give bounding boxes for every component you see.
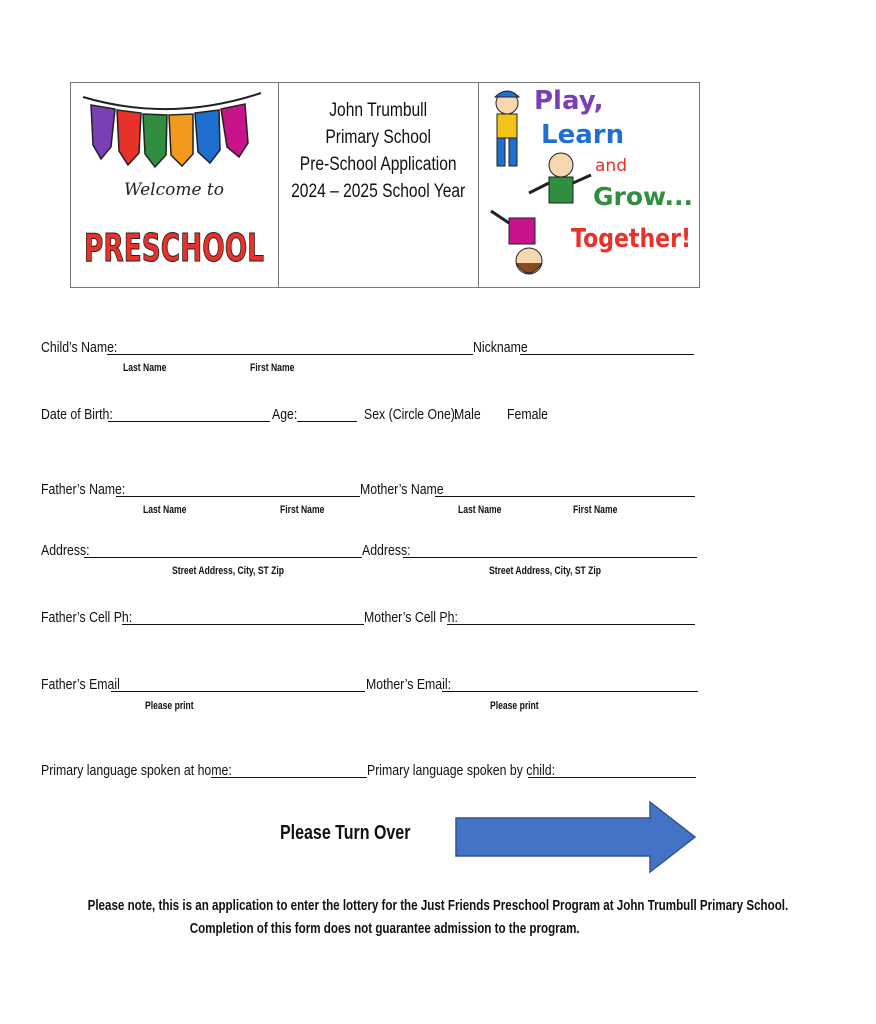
kids-illustration: [479, 83, 699, 287]
child-language-field[interactable]: [528, 777, 696, 778]
header-table: [70, 82, 700, 288]
please-turn-over-text: Please Turn Over: [280, 822, 411, 844]
home-language-label: Primary language spoken at home:: [41, 762, 232, 779]
dob-label: Date of Birth:: [41, 406, 113, 423]
father-first-name-hint: First Name: [280, 504, 325, 516]
nickname-label: Nickname: [473, 339, 528, 356]
pennant-banner-illustration: [71, 83, 277, 287]
home-language-field[interactable]: [211, 777, 367, 778]
mother-email-label: Mother’s Email:: [366, 676, 451, 693]
father-name-label: Father’s Name:: [41, 481, 126, 498]
mother-first-name-hint: First Name: [573, 504, 618, 516]
title-line-application: Pre-School Application: [300, 154, 457, 175]
together-word: Together!: [571, 224, 691, 254]
preschool-text: PRESCHOOL: [84, 226, 264, 270]
play-learn-grow-graphic: [479, 83, 699, 287]
mother-address-hint: Street Address, City, ST Zip: [489, 565, 602, 577]
father-cell-label: Father’s Cell Ph:: [41, 609, 133, 626]
mother-cell-field[interactable]: [447, 624, 695, 625]
father-email-hint: Please print: [145, 700, 194, 712]
and-word: and: [595, 156, 627, 176]
title-line-primary: Primary School: [325, 127, 432, 148]
mother-email-field[interactable]: [442, 691, 698, 692]
grow-word: Grow...: [593, 182, 694, 211]
nickname-field[interactable]: [520, 354, 694, 355]
right-arrow-icon: [454, 800, 698, 874]
school-title-cell: [279, 83, 479, 287]
learn-word: Learn: [541, 120, 625, 150]
mother-name-field[interactable]: [435, 496, 695, 497]
mother-address-field[interactable]: [403, 557, 697, 558]
father-address-hint: Street Address, City, ST Zip: [172, 565, 285, 577]
play-word: Play,: [534, 86, 604, 116]
mother-cell-label: Mother’s Cell Ph:: [364, 609, 458, 626]
age-label: Age:: [272, 406, 298, 423]
mother-email-hint: Please print: [490, 700, 539, 712]
welcome-text: Welcome to: [124, 180, 224, 200]
sex-option-female[interactable]: Female: [507, 406, 549, 423]
father-email-field[interactable]: [111, 691, 365, 692]
title-line-school: John Trumbull: [329, 100, 428, 121]
father-name-field[interactable]: [116, 496, 360, 497]
mother-address-label: Address:: [362, 542, 411, 559]
father-last-name-hint: Last Name: [143, 504, 187, 516]
pencil-pennants: [91, 104, 248, 167]
title-line-year: 2024 – 2025 School Year: [291, 181, 466, 202]
father-cell-field[interactable]: [122, 624, 364, 625]
age-field[interactable]: [297, 421, 357, 422]
dob-field[interactable]: [108, 421, 270, 422]
father-email-label: Father’s Email: [41, 676, 120, 693]
lottery-note-line1: Please note, this is an application to enter the lottery for the Just Friends Preschool Program at John Trumbull Primary School.: [87, 898, 789, 914]
sex-option-male[interactable]: Male: [454, 406, 481, 423]
child-last-name-hint: Last Name: [123, 362, 167, 374]
lottery-note-line2: Completion of this form does not guarantee admission to the program.: [190, 921, 580, 937]
welcome-preschool-graphic: [71, 83, 279, 287]
child-name-field[interactable]: [107, 354, 473, 355]
father-address-label: Address:: [41, 542, 90, 559]
mother-name-label: Mother’s Name: [360, 481, 444, 498]
father-address-field[interactable]: [84, 557, 362, 558]
child-language-label: Primary language spoken by child:: [367, 762, 556, 779]
child-first-name-hint: First Name: [250, 362, 295, 374]
child-name-label: Child’s Name:: [41, 339, 118, 356]
mother-last-name-hint: Last Name: [458, 504, 502, 516]
sex-label: Sex (Circle One):: [364, 406, 459, 423]
